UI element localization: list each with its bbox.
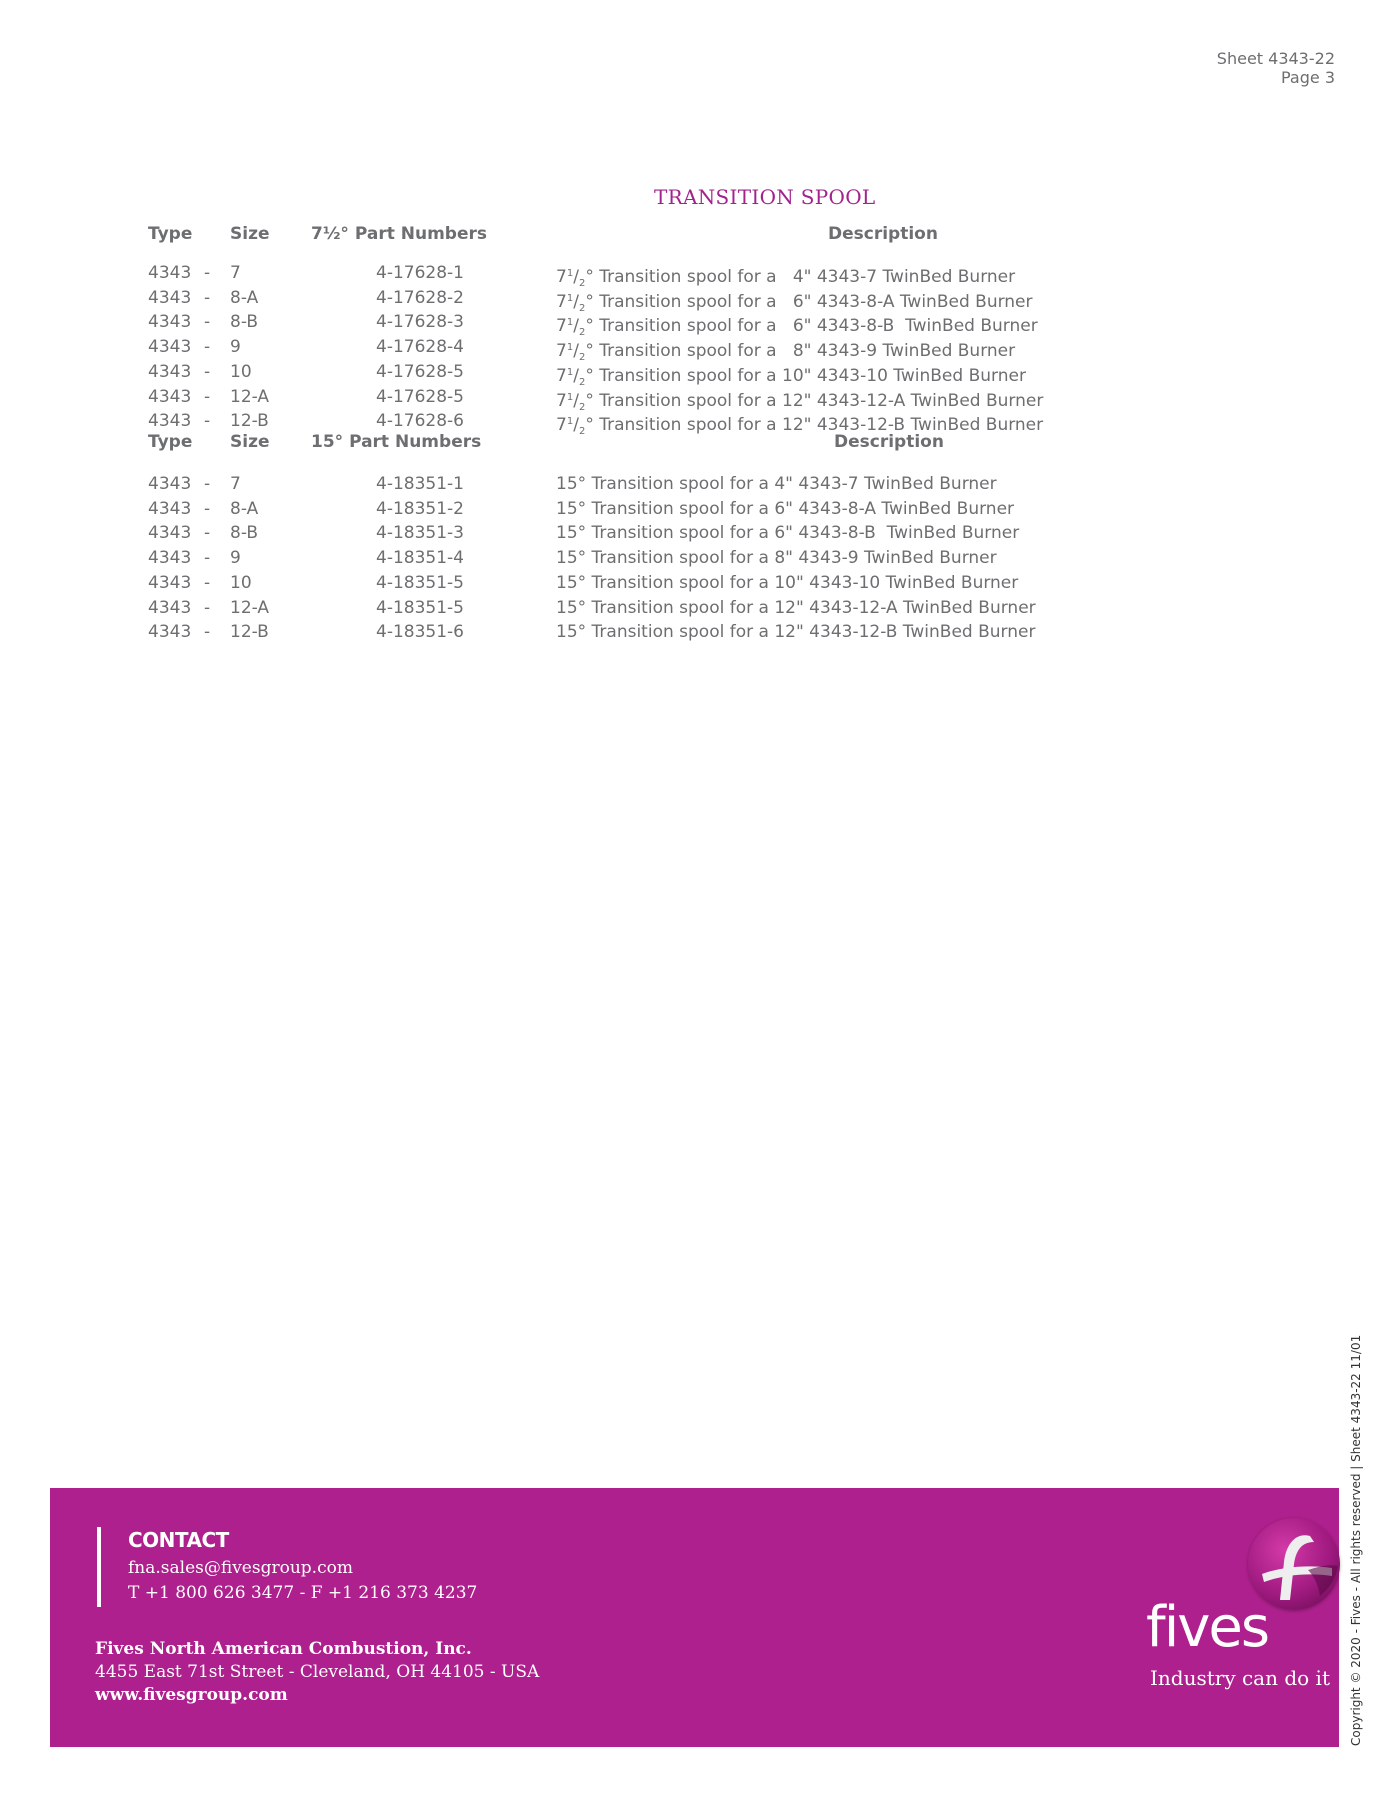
section-title: TRANSITION SPOOL xyxy=(654,185,876,209)
cell-size: 12-A xyxy=(230,386,270,407)
header-size: Size xyxy=(230,224,270,244)
header-size: Size xyxy=(230,432,270,452)
table-row xyxy=(0,546,1100,571)
cell-type: 4343 xyxy=(148,523,192,544)
cell-size: 9 xyxy=(230,548,241,569)
cell-description: 15° Transition spool for a 6" 4343-8-B TwinBed Burner xyxy=(556,523,1020,544)
desc-slash: / xyxy=(573,390,579,411)
desc-whole: 7 xyxy=(556,365,567,386)
contact-divider xyxy=(97,1527,101,1607)
cell-part-number: 4-17628-4 xyxy=(376,337,464,358)
desc-denominator: 2 xyxy=(578,401,586,413)
desc-numerator: 1 xyxy=(566,317,574,329)
cell-size: 12-A xyxy=(230,597,270,618)
cell-description: 15° Transition spool for a 10" 4343-10 TwinBed Burner xyxy=(556,572,1019,593)
table-row xyxy=(0,385,1100,413)
table-row xyxy=(0,335,1100,364)
table-row xyxy=(0,497,1100,522)
logo-tagline: Industry can do it xyxy=(1150,1666,1330,1690)
cell-type: 4343 xyxy=(148,287,192,308)
cell-dash: - xyxy=(204,287,211,308)
table-row xyxy=(0,596,1100,621)
desc-whole: 7 xyxy=(556,291,567,312)
table-row xyxy=(0,571,1100,596)
table-row xyxy=(0,310,1100,339)
sheet-reference xyxy=(1217,49,1335,87)
cell-dash: - xyxy=(204,597,211,618)
cell-type: 4343 xyxy=(148,622,192,643)
cell-size: 8-B xyxy=(230,312,259,333)
desc-whole: 7 xyxy=(556,341,567,362)
header-description: Description xyxy=(828,224,938,244)
desc-slash: / xyxy=(573,291,579,312)
desc-denominator: 2 xyxy=(578,376,586,388)
desc-slash: / xyxy=(573,267,579,287)
cell-dash: - xyxy=(204,411,211,432)
cell-type: 4343 xyxy=(148,572,192,593)
cell-dash: - xyxy=(204,474,211,494)
desc-text: ° Transition spool for a 12" 4343-12-A TwinBed Burner xyxy=(585,390,1044,411)
cell-part-number: 4-18351-5 xyxy=(376,597,464,618)
header-part-numbers: 15° Part Numbers xyxy=(311,432,482,452)
cell-dash: - xyxy=(204,386,211,407)
desc-numerator: 1 xyxy=(566,391,574,403)
desc-denominator: 2 xyxy=(578,302,586,314)
cell-part-number: 4-17628-5 xyxy=(376,361,464,382)
cell-dash: - xyxy=(204,263,211,283)
desc-denominator: 2 xyxy=(578,327,586,339)
header-description: Description xyxy=(834,432,944,452)
cell-size: 12-B xyxy=(230,411,269,432)
table-header-15 xyxy=(0,430,1100,455)
cell-part-number: 4-18351-4 xyxy=(376,548,464,569)
cell-description: 15° Transition spool for a 12" 4343-12-B TwinBed Burner xyxy=(556,622,1036,643)
cell-dash: - xyxy=(204,312,211,333)
table-row xyxy=(0,620,1100,645)
desc-slash: / xyxy=(573,415,579,436)
desc-text: ° Transition spool for a 8" 4343-9 TwinBed Burner xyxy=(585,341,1016,362)
cell-type: 4343 xyxy=(148,386,192,407)
cell-size: 9 xyxy=(230,337,241,358)
desc-text: ° Transition spool for a 12" 4343-12-B TwinBed Burner xyxy=(585,415,1044,436)
table-row xyxy=(0,261,1100,289)
desc-text: ° Transition spool for a 6" 4343-8-B TwinBed Burner xyxy=(585,316,1038,337)
cell-dash: - xyxy=(204,548,211,569)
cell-dash: - xyxy=(204,572,211,593)
company-website[interactable]: www.fivesgroup.com xyxy=(95,1685,288,1705)
desc-numerator: 1 xyxy=(566,366,574,378)
cell-type: 4343 xyxy=(148,411,192,432)
cell-part-number: 4-17628-6 xyxy=(376,411,464,432)
sheet-number: Sheet 4343-22 xyxy=(1216,49,1335,68)
cell-dash: - xyxy=(204,498,211,519)
page-number: Page 3 xyxy=(1281,68,1335,87)
cell-part-number: 4-18351-3 xyxy=(376,523,464,544)
contact-email[interactable]: fna.sales@fivesgroup.com xyxy=(128,1558,353,1578)
cell-description: 15° Transition spool for a 12" 4343-12-A TwinBed Burner xyxy=(556,597,1036,618)
desc-whole: 7 xyxy=(556,390,567,411)
fives-logo xyxy=(1098,1518,1330,1718)
desc-text: ° Transition spool for a 4" 4343-7 TwinBed Burner xyxy=(585,267,1016,287)
desc-whole: 7 xyxy=(556,316,567,337)
cell-type: 4343 xyxy=(148,263,192,283)
table-row xyxy=(0,286,1100,314)
cell-type: 4343 xyxy=(148,337,192,358)
desc-text: ° Transition spool for a 6" 4343-8-A TwinBed Burner xyxy=(585,291,1033,312)
cell-description: 15° Transition spool for a 8" 4343-9 TwinBed Burner xyxy=(556,548,997,569)
desc-slash: / xyxy=(573,365,579,386)
desc-whole: 7 xyxy=(556,267,567,287)
desc-numerator: 1 xyxy=(566,268,574,279)
footer-banner xyxy=(50,1488,1339,1747)
cell-dash: - xyxy=(204,337,211,358)
company-name: Fives North American Combustion, Inc. xyxy=(95,1639,472,1659)
table-row xyxy=(0,521,1100,546)
desc-numerator: 1 xyxy=(566,342,574,354)
desc-numerator: 1 xyxy=(566,416,574,428)
cell-part-number: 4-18351-2 xyxy=(376,498,464,519)
cell-type: 4343 xyxy=(148,548,192,569)
logo-wordmark: fives xyxy=(1146,1595,1269,1660)
cell-part-number: 4-17628-2 xyxy=(376,287,464,308)
cell-description: 15° Transition spool for a 6" 4343-8-A TwinBed Burner xyxy=(556,498,1015,519)
cell-size: 12-B xyxy=(230,622,269,643)
cell-description: 15° Transition spool for a 4" 4343-7 TwinBed Burner xyxy=(556,474,997,494)
table-row xyxy=(0,360,1100,388)
cell-size: 8-A xyxy=(230,287,259,308)
header-part-numbers: 7½° Part Numbers xyxy=(311,224,487,244)
cell-part-number: 4-17628-5 xyxy=(376,386,464,407)
cell-type: 4343 xyxy=(148,312,192,333)
desc-denominator: 2 xyxy=(578,352,586,364)
cell-dash: - xyxy=(204,622,211,643)
copyright-notice: Copyright © 2020 - Fives - All rights reserved | Sheet 4343-22 11/01 xyxy=(1349,1334,1363,1746)
desc-denominator: 2 xyxy=(578,278,586,289)
cell-size: 10 xyxy=(230,361,252,382)
cell-size: 7 xyxy=(230,474,241,494)
cell-part-number: 4-18351-6 xyxy=(376,622,464,643)
desc-text: ° Transition spool for a 10" 4343-10 TwinBed Burner xyxy=(585,365,1026,386)
cell-part-number: 4-18351-5 xyxy=(376,572,464,593)
cell-size: 10 xyxy=(230,572,252,593)
desc-numerator: 1 xyxy=(566,292,574,304)
table-header-7-5 xyxy=(0,222,1100,247)
desc-denominator: 2 xyxy=(578,426,586,438)
cell-size: 8-B xyxy=(230,523,259,544)
cell-part-number: 4-18351-1 xyxy=(376,474,464,494)
desc-slash: / xyxy=(573,341,579,362)
cell-type: 4343 xyxy=(148,498,192,519)
header-type: Type xyxy=(148,224,193,244)
cell-dash: - xyxy=(204,523,211,544)
cell-size: 8-A xyxy=(230,498,259,519)
company-address: 4455 East 71st Street - Cleveland, OH 44105 - USA xyxy=(95,1662,540,1682)
contact-title: CONTACT xyxy=(128,1528,229,1552)
cell-dash: - xyxy=(204,361,211,382)
header-type: Type xyxy=(148,432,193,452)
desc-whole: 7 xyxy=(556,415,567,436)
cell-type: 4343 xyxy=(148,361,192,382)
cell-type: 4343 xyxy=(148,597,192,618)
contact-phone: T +1 800 626 3477 - F +1 216 373 4237 xyxy=(128,1583,478,1603)
table-row xyxy=(0,472,1100,497)
cell-part-number: 4-17628-3 xyxy=(376,312,464,333)
desc-slash: / xyxy=(573,316,579,337)
cell-size: 7 xyxy=(230,263,241,283)
cell-part-number: 4-17628-1 xyxy=(376,263,464,283)
cell-type: 4343 xyxy=(148,474,192,494)
